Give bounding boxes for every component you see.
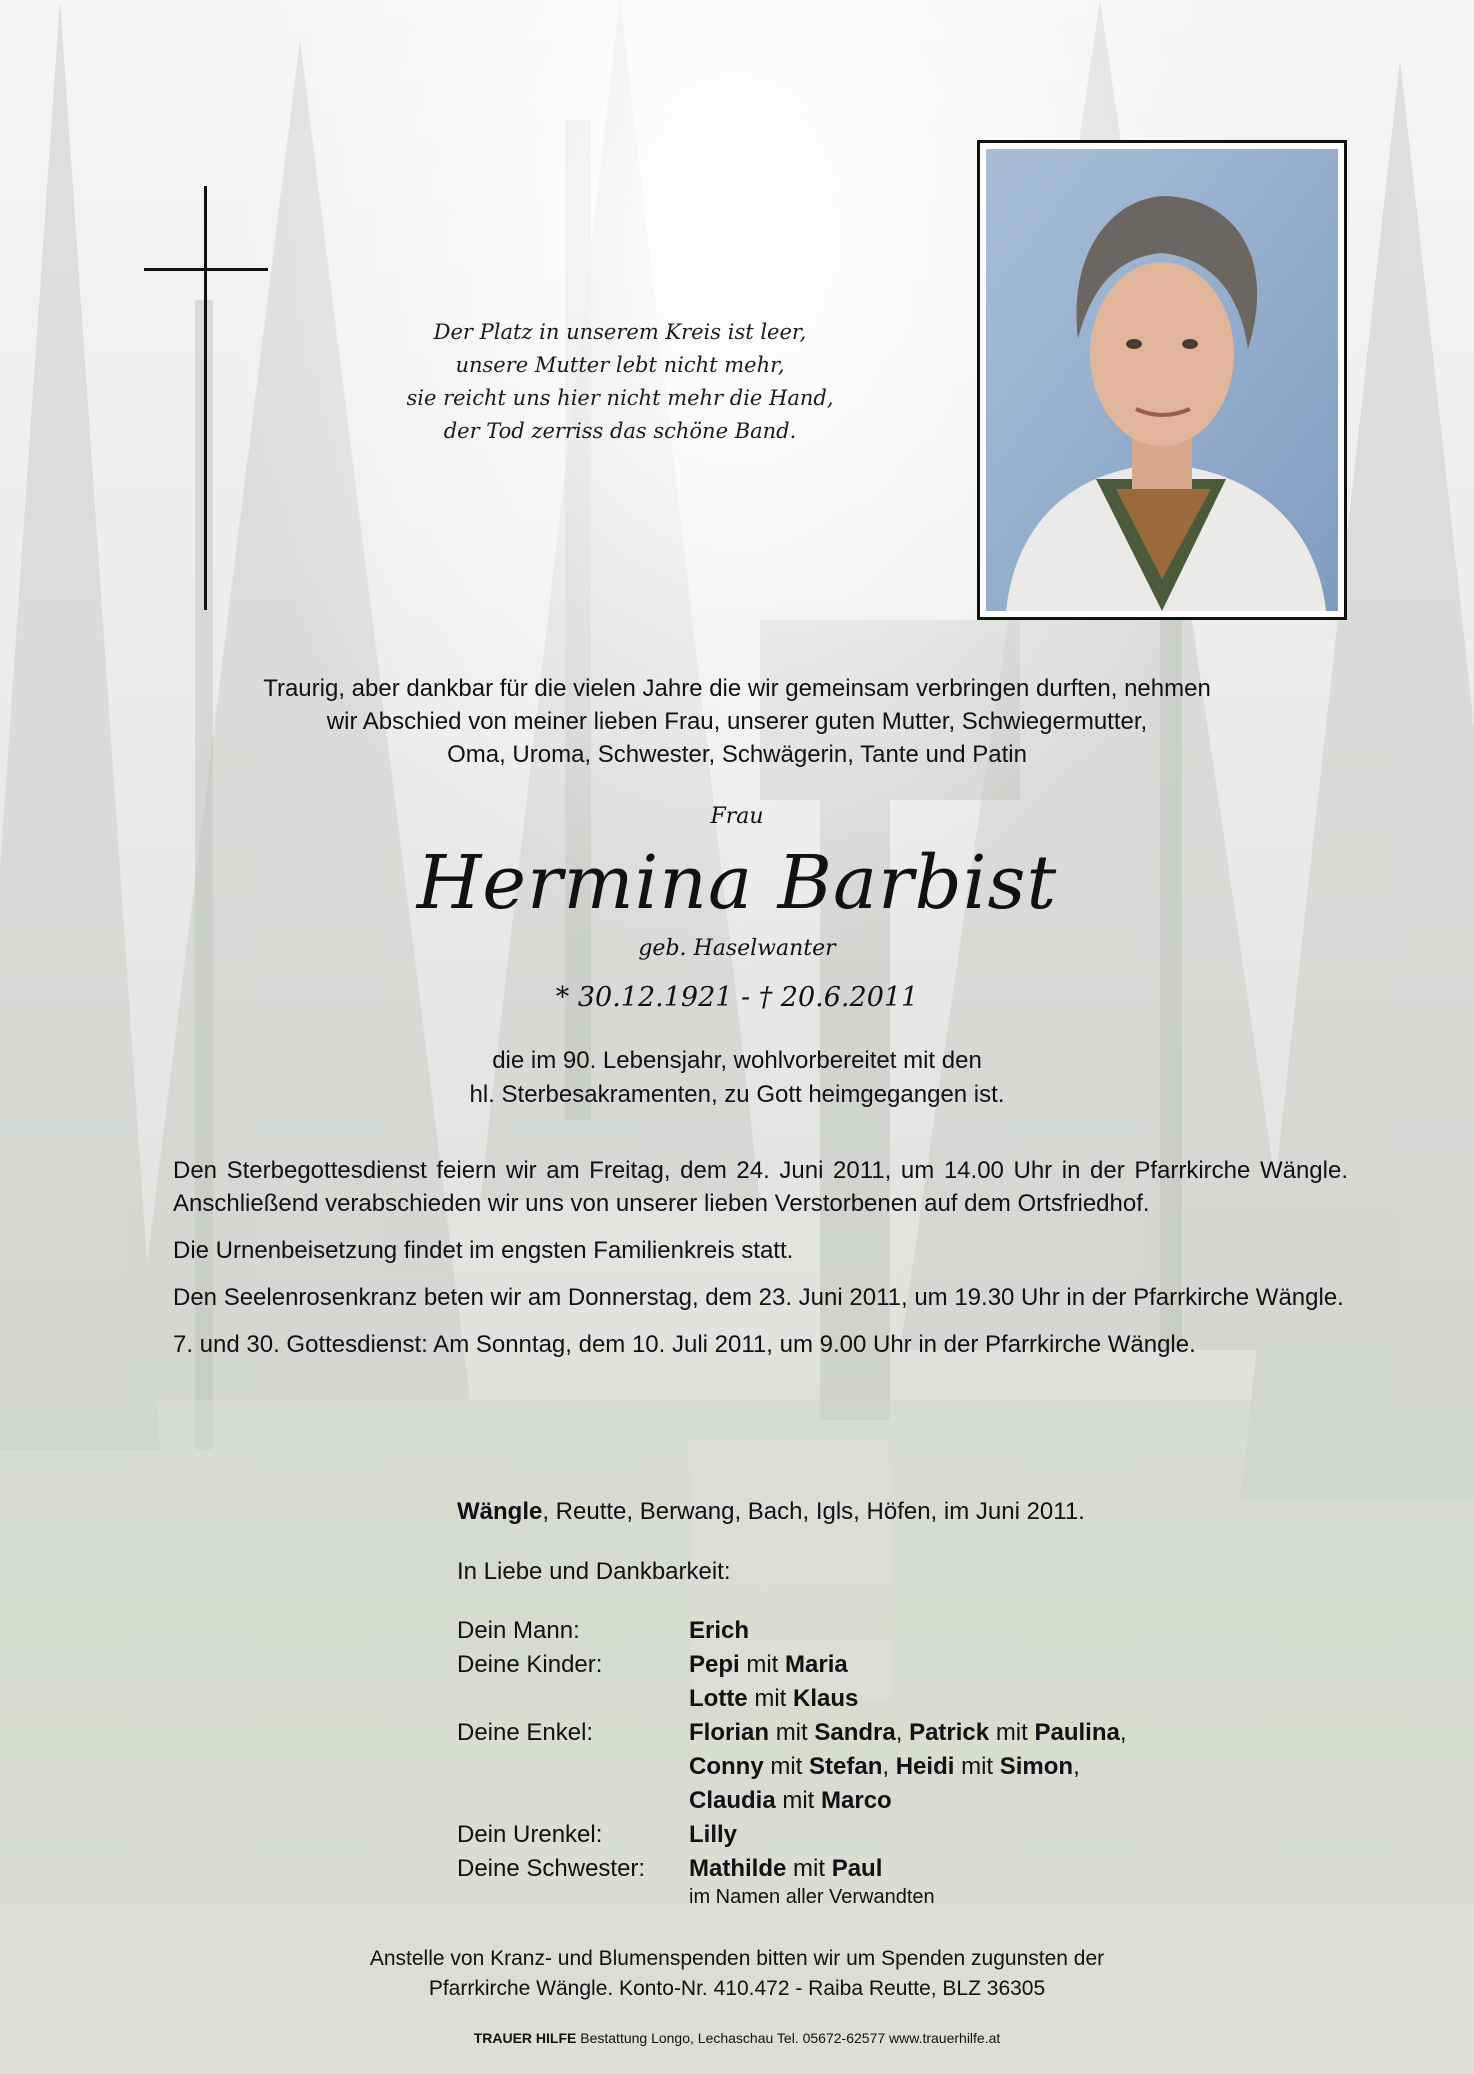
relation-label: Dein Urenkel: xyxy=(457,1821,603,1848)
place-rest: , Reutte, Berwang, Bach, Igls, Höfen, im Juni 2011. xyxy=(542,1498,1085,1525)
relatives-line: im Namen aller Verwandten xyxy=(689,1886,935,1908)
memorial-service-text: 7. und 30. Gottesdienst: Am Sonntag, dem 10. Juli 2011, um 9.00 Uhr in der Pfarrkirche Wängle. xyxy=(173,1331,1196,1358)
family-row-grandchildren: Deine Enkel: Florian mit Sandra, Patrick mit Paulina, xyxy=(457,1716,1127,1750)
passed-line: die im 90. Lebensjahr, wohlvorbereitet mit den xyxy=(492,1047,982,1074)
funeral-service-text: Den Sterbegottesdienst feiern wir am Freitag, dem 24. Juni 2011, um 14.00 Uhr in der Pfarrkirche Wängle. Anschließend verabschieden wir uns von unserer lieben Verstorbenen auf dem Ortsfriedhof. xyxy=(173,1157,1348,1217)
relation-label: Dein Mann: xyxy=(457,1617,580,1644)
family-row-children-2 xyxy=(457,1682,1127,1716)
portrait-image xyxy=(986,149,1338,611)
relation-label: Deine Schwester: xyxy=(457,1855,646,1882)
poem xyxy=(370,316,870,448)
family-name: Paul xyxy=(831,1855,883,1882)
family-row-husband xyxy=(457,1614,1127,1648)
with-word: mit xyxy=(775,1719,808,1746)
family-name: Lilly xyxy=(689,1821,738,1848)
family-name: Simon xyxy=(999,1753,1074,1780)
rosary-text: Den Seelenrosenkranz beten wir am Donnerstag, dem 23. Juni 2011, um 19.30 Uhr in der Pfarrkirche Wängle. xyxy=(173,1284,1344,1311)
family-name: Marco xyxy=(821,1787,892,1814)
footer-text: Bestattung Longo, Lechaschau Tel. 05672-62577 www.trauerhilfe.at xyxy=(576,2030,1001,2046)
urn-burial-text: Die Urnenbeisetzung findet im engsten Familienkreis statt. xyxy=(173,1237,794,1264)
service-details xyxy=(173,1154,1348,1375)
family-name: Paulina xyxy=(1034,1719,1120,1746)
footer-credit xyxy=(0,2030,1474,2046)
poem-line: der Tod zerriss das schöne Band. xyxy=(443,419,797,443)
poem-line: unsere Mutter lebt nicht mehr, xyxy=(455,353,785,377)
family-name: Lotte xyxy=(689,1685,748,1712)
with-word: mit xyxy=(961,1753,994,1780)
intro-text xyxy=(150,672,1324,771)
family-row-sister xyxy=(457,1852,1127,1886)
maiden-name: geb. Haselwanter xyxy=(638,936,836,961)
poem-line: Der Platz in unserem Kreis ist leer, xyxy=(433,320,807,344)
family-list xyxy=(457,1614,1127,1886)
footer-brand: TRAUER HILFE xyxy=(473,2030,577,2046)
cross-icon-bar xyxy=(144,268,268,271)
relation-label: Deine Enkel: xyxy=(457,1719,594,1746)
life-dates: * 30.12.1921 - † 20.6.2011 xyxy=(555,982,919,1013)
love-line: In Liebe und Dankbarkeit: xyxy=(457,1558,731,1585)
donation-line: Pfarrkirche Wängle. Konto-Nr. 410.472 - Raiba Reutte, BLZ 36305 xyxy=(428,1977,1046,2000)
with-word: mit xyxy=(782,1787,815,1814)
intro-line: Traurig, aber dankbar für die vielen Jahre die wir gemeinsam verbringen durften, nehmen xyxy=(263,675,1211,702)
family-name: Claudia xyxy=(689,1787,776,1814)
with-word: mit xyxy=(793,1855,826,1882)
family-row-great-grandchild xyxy=(457,1818,1127,1852)
intro-line: Oma, Uroma, Schwester, Schwägerin, Tante und Patin xyxy=(447,741,1027,768)
place-main: Wängle xyxy=(457,1498,543,1525)
cross-icon xyxy=(204,186,207,610)
family-name: Klaus xyxy=(793,1685,859,1712)
family-name: Conny xyxy=(689,1753,764,1780)
title-frau: Frau xyxy=(710,804,764,829)
family-name: Maria xyxy=(785,1651,848,1678)
with-word: mit xyxy=(770,1753,803,1780)
family-name: Erich xyxy=(689,1617,750,1644)
with-word: mit xyxy=(746,1651,779,1678)
intro-line: wir Abschied von meiner lieben Frau, unserer guten Mutter, Schwiegermutter, xyxy=(326,708,1148,735)
with-word: mit xyxy=(754,1685,787,1712)
family-name: Heidi xyxy=(895,1753,955,1780)
passed-line: hl. Sterbesakramenten, zu Gott heimgegangen ist. xyxy=(469,1081,1005,1108)
family-name: Pepi xyxy=(689,1651,740,1678)
donation-line: Anstelle von Kranz- und Blumenspenden bitten wir um Spenden zugunsten der xyxy=(369,1947,1105,1970)
donation-note xyxy=(0,1944,1474,2004)
relation-label: Deine Kinder: xyxy=(457,1651,603,1678)
family-name: Patrick xyxy=(909,1719,990,1746)
family-row-grandchildren-3 xyxy=(457,1784,1127,1818)
poem-line: sie reicht uns hier nicht mehr die Hand, xyxy=(406,386,834,410)
family-name: Mathilde xyxy=(689,1855,787,1882)
passed-text xyxy=(0,1044,1474,1112)
with-word: mit xyxy=(995,1719,1028,1746)
family-name: Florian xyxy=(689,1719,770,1746)
deceased-name: Hermina Barbist xyxy=(416,840,1058,926)
family-name: Stefan xyxy=(809,1753,883,1780)
family-row-grandchildren-2: Conny mit Stefan, Heidi mit Simon, xyxy=(689,1753,1080,1780)
family-name: Sandra xyxy=(814,1719,896,1746)
place-date-line xyxy=(457,1498,1085,1526)
portrait-photo xyxy=(977,140,1347,620)
family-row-children xyxy=(457,1648,1127,1682)
